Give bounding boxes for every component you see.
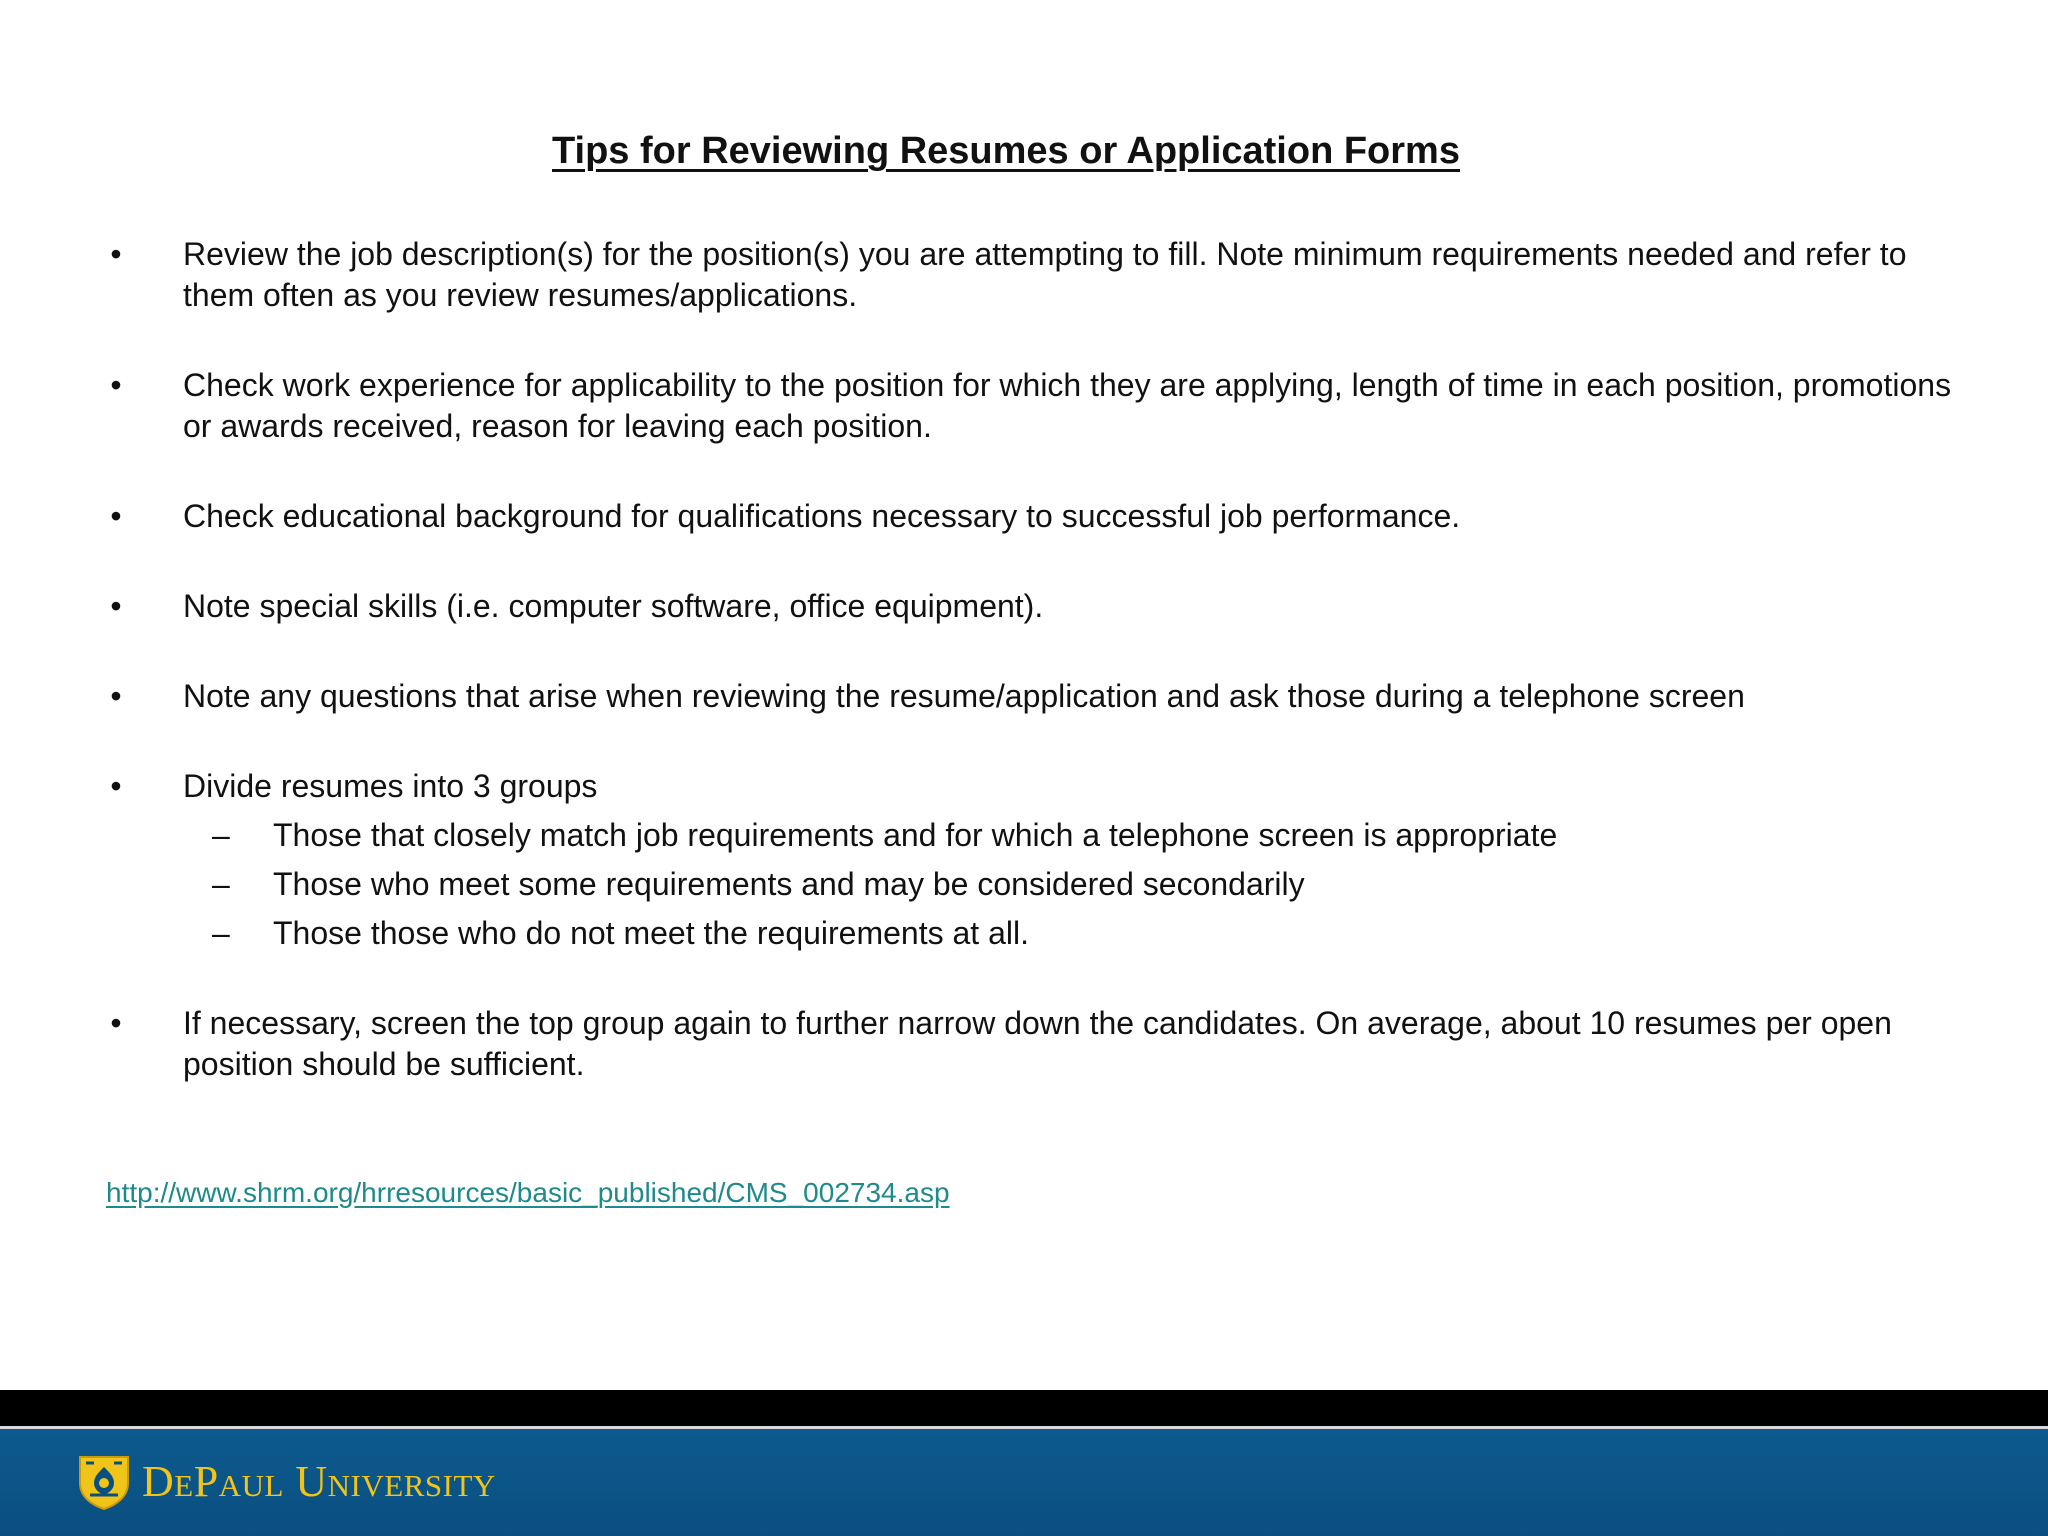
bullet-item: [106, 365, 1956, 447]
sub-bullet-list: [183, 815, 1956, 954]
bullet-text: If necessary, screen the top group again to further narrow down the candidates. On average, about 10 resumes per open position should be sufficient.: [183, 1005, 1892, 1082]
bullet-mark: •: [110, 678, 122, 714]
sub-bullet-text: Those those who do not meet the requirements at all.: [273, 915, 1029, 951]
dash-mark: –: [212, 915, 230, 951]
dash-mark: –: [212, 817, 230, 853]
bullet-text: Check educational background for qualifications necessary to successful job performance.: [183, 498, 1461, 534]
footer-black-band: [0, 1390, 2048, 1426]
bullet-mark: •: [110, 588, 122, 624]
dash-mark: –: [212, 866, 230, 902]
bullet-text: Note special skills (i.e. computer software, office equipment).: [183, 588, 1044, 624]
bullet-list: [106, 234, 1956, 1134]
bullet-item: [106, 234, 1956, 316]
sub-bullet-item: [183, 815, 1956, 856]
bullet-item: [106, 586, 1956, 627]
sub-bullet-text: Those who meet some requirements and may be considered secondarily: [273, 866, 1305, 902]
bullet-item: [106, 1003, 1956, 1085]
bullet-mark: •: [110, 768, 122, 804]
source-link[interactable]: http://www.shrm.org/hrresources/basic_published/CMS_002734.asp: [106, 1177, 950, 1208]
bullet-item: [106, 766, 1956, 954]
bullet-mark: •: [110, 1005, 122, 1041]
bullet-text: Note any questions that arise when reviewing the resume/application and ask those during a telephone screen: [183, 678, 1745, 714]
sub-bullet-text: Those that closely match job requirements and for which a telephone screen is appropriate: [273, 817, 1558, 853]
university-logo: [76, 1452, 496, 1512]
bullet-mark: •: [110, 236, 122, 272]
bullet-text: Check work experience for applicability to the position for which they are applying, length of time in each position, promotions or awards received, reason for leaving each position.: [183, 367, 1952, 444]
bullet-mark: •: [110, 367, 122, 403]
sub-bullet-item: [183, 913, 1956, 954]
bullet-mark: •: [110, 498, 122, 534]
bullet-text: Review the job description(s) for the position(s) you are attempting to fill. Note minimum requirements needed and refer to them often as you review resumes/applications.: [183, 236, 1907, 313]
university-wordmark: DePaul University: [142, 1457, 496, 1506]
slide-title: Tips for Reviewing Resumes or Application Forms: [552, 130, 1460, 172]
bullet-item: [106, 496, 1956, 537]
bullet-text: Divide resumes into 3 groups: [183, 768, 598, 804]
depaul-shield-icon: [76, 1453, 132, 1511]
bullet-item: [106, 676, 1956, 717]
sub-bullet-item: [183, 864, 1956, 905]
